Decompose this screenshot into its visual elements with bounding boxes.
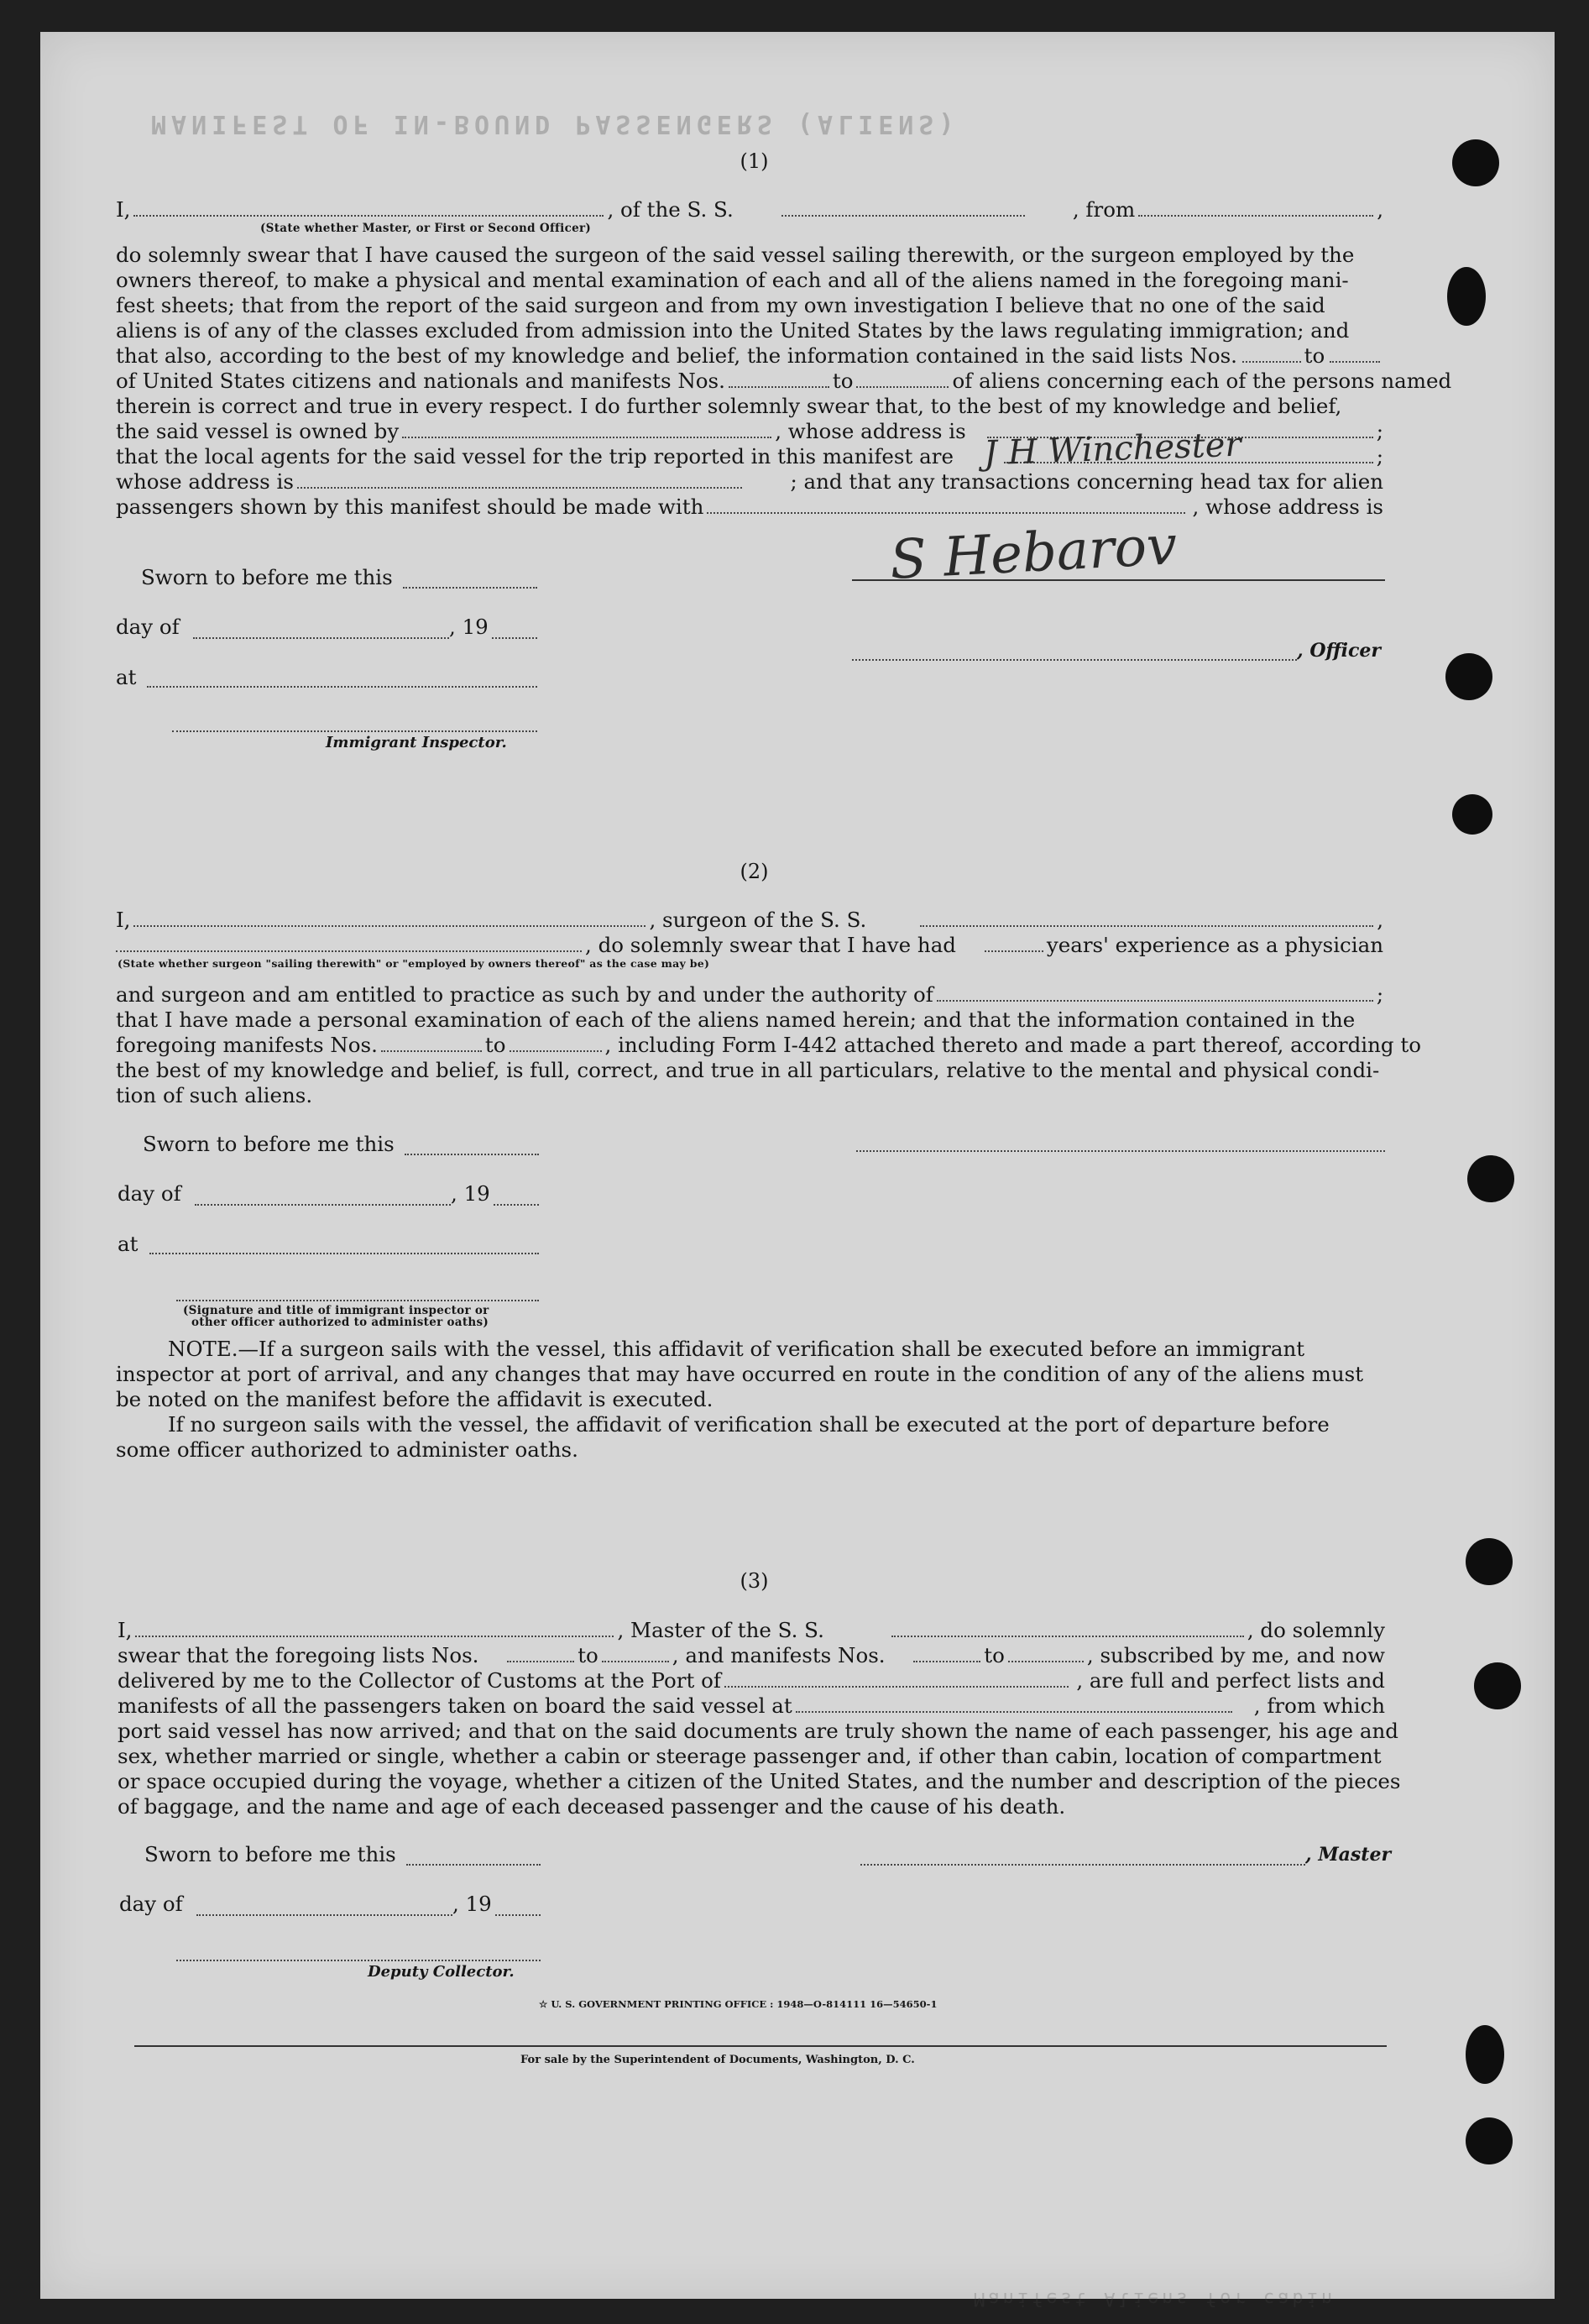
section-1-therein-line: therein is correct and true in every respect. I do further solemnly swear that, to the best of my knowledge and belief, [116,394,1342,418]
day-of-label-2: day of [118,1181,181,1206]
punch-hole-5 [1467,1155,1514,1202]
year-label-2: , 19 [451,1181,490,1206]
section-1-para-4: aliens is of any of the classes excluded from admission into the United States by the laws regulating immigration; and [116,318,1350,343]
section-2-foregoing-line [116,1033,1421,1058]
text: , are full and perfect lists and [1076,1668,1385,1693]
year-line-1 [492,636,537,639]
day-of-label-1: day of [116,615,180,639]
section-1-line-1 [116,197,1383,222]
section-2-authority-line [116,982,1383,1008]
surgeon-caption: (State whether surgeon "sailing therewith" or "employed by owners thereof" as the case may be) [118,957,710,970]
text: , whose address is [1192,495,1383,519]
section-1-manifests-line [116,369,1452,394]
section-1-para-1: do solemnly swear that I have caused the surgeon of the said vessel sailing therewith, or the surgeon employed by the [116,243,1355,267]
bleed-through-footer: Manifest Aliens for cabin [974,2288,1336,2309]
section-1-lists-line [116,343,1383,369]
text: ; [1376,444,1383,468]
text: delivered by me to the Collector of Customs at the Port of [118,1668,721,1693]
day-of-label-3: day of [119,1892,183,1916]
section-3-para-1: port said vessel has now arrived; and that on the said documents are truly shown the name of each passenger, his age and [118,1719,1398,1743]
master-sig-line [860,1862,1305,1866]
punch-hole-9 [1466,2117,1513,2164]
text: passengers shown by this manifest should be made with [116,495,704,519]
text: , subscribed by me, and now [1086,1643,1385,1667]
printing-office-line: ☆ U. S. GOVERNMENT PRINTING OFFICE : 1948—O-814111 16—54650-1 [539,1998,938,2010]
day-line-3 [196,1913,452,1916]
text: to [1304,343,1325,368]
section-1-whose-line [116,469,1383,495]
section-2-personal-line: that I have made a personal examination of each of the aliens named herein; and that the information contained in the [116,1008,1356,1032]
section-3-para-3: or space occupied during the voyage, whether a citizen of the United States, and the number and description of the pieces [118,1769,1401,1793]
section-3-line-1 [118,1618,1385,1643]
note-line-2: inspector at port of arrival, and any changes that may have occurred en route in the condition of any of the aliens must [116,1362,1364,1386]
text: I, [116,197,131,222]
section-3-line-3 [118,1668,1385,1693]
text: to [578,1643,598,1667]
surgeon-sig-line [856,1149,1385,1152]
year-line-2 [494,1202,539,1206]
text: of aliens concerning each of the persons named [952,369,1452,393]
section-1-para-2: owners thereof, to make a physical and mental examination of each and all of the aliens named in the foregoing mani- [116,268,1349,292]
text: , Master of the S. S. [617,1618,824,1642]
text: , [1377,908,1383,932]
officer-label: , Officer [1297,640,1382,662]
note2-line-2: some officer authorized to administer oaths. [116,1437,578,1462]
sworn-label-1: Sworn to before me this [141,565,393,589]
note2-line-1: If no surgeon sails with the vessel, the affidavit of verification shall be executed at the port of departure before [168,1412,1330,1437]
text: , do solemnly swear that I have had [585,933,956,957]
collector-label: Deputy Collector. [368,1963,515,1981]
section-2-line-2 [116,933,1383,958]
day-line-2 [195,1202,451,1206]
footer-rule [134,2045,1387,2047]
inspector-sig-line [172,729,537,732]
text: , from which [1253,1693,1385,1718]
punch-hole-4 [1452,794,1492,835]
at-label-1: at [116,665,137,689]
year-label-1: , 19 [449,615,489,639]
text: , and manifests Nos. [672,1643,886,1667]
text: , whose address is [775,419,966,443]
at-label-2: at [118,1232,139,1256]
officer-caption: (State whether Master, or First or Second Officer) [260,222,592,235]
text: , of the S. S. [607,197,734,222]
at-line-2 [149,1251,539,1254]
text: and surgeon and am entitled to practice as such by and under the authority of [116,982,933,1007]
section-1-para-3: fest sheets; that from the report of the said surgeon and from my own investigation I believe that no one of the said [116,293,1325,317]
punch-hole-3 [1445,653,1492,700]
for-sale-line: For sale by the Superintendent of Documents, Washington, D. C. [520,2054,915,2066]
text: to [484,1033,506,1057]
punch-hole-7 [1474,1662,1521,1709]
sworn-date-line-1 [403,585,537,589]
sworn-date-line-2 [405,1152,539,1155]
punch-hole-2 [1447,267,1486,326]
sig-caption-2: other officer authorized to administer oaths) [191,1316,489,1329]
section-2-best-line: the best of my knowledge and belief, is full, correct, and true in all particulars, relative to the mental and physical condi- [116,1058,1380,1082]
text: swear that the foregoing lists Nos. [118,1643,479,1667]
section-3-para-4: of baggage, and the name and age of each deceased passenger and the cause of his death. [118,1794,1066,1819]
sig-caption-1: (Signature and title of immigrant inspector or [183,1304,489,1317]
text: the said vessel is owned by [116,419,400,443]
text: , do solemnly [1247,1618,1385,1642]
text: , surgeon of the S. S. [649,908,867,932]
text: to [984,1643,1005,1667]
text: that the local agents for the said vessel for the trip reported in this manifest are [116,444,954,468]
text: , from [1072,197,1136,222]
text: to [832,369,854,393]
day-line-1 [193,636,449,639]
text: , including Form I-442 attached thereto and made a part thereof, according to [604,1033,1421,1057]
section-3-line-2 [118,1643,1385,1668]
note-line-3: be noted on the manifest before the affidavit is executed. [116,1387,713,1411]
section-2-line-1 [116,908,1383,933]
section-3-line-4 [118,1693,1385,1719]
agent-signature: J H Winchester [983,425,1242,474]
text: that also, according to the best of my knowledge and belief, the information contained in the said lists Nos. [116,343,1237,368]
inspector-label: Immigrant Inspector. [326,734,507,751]
section-1-passengers-line [116,495,1383,520]
section-3-number: (3) [740,1569,769,1593]
officer-line [852,657,1297,661]
text: I, [116,908,131,932]
sworn-label-2: Sworn to before me this [143,1132,395,1156]
officer-sign-underline [852,579,1385,581]
bleed-through-header: MANIFEST OF IN-BOUND PASSENGERS (ALIENS) [151,109,959,139]
text: ; [1376,419,1383,443]
authorized-sig-line [176,1298,539,1301]
year-line-3 [495,1913,541,1916]
text: foregoing manifests Nos. [116,1033,378,1057]
section-1-number: (1) [740,149,769,173]
note-line-1: NOTE.—If a surgeon sails with the vessel, this affidavit of verification shall be executed before an immigrant [168,1337,1305,1361]
text: , [1377,197,1383,222]
text: manifests of all the passengers taken on board the said vessel at [118,1693,792,1718]
sworn-label-3: Sworn to before me this [144,1842,396,1866]
text: I, [118,1618,133,1642]
section-2-tion-line: tion of such aliens. [116,1083,313,1107]
text: of United States citizens and nationals and manifests Nos. [116,369,725,393]
collector-sig-line [176,1958,541,1961]
year-label-3: , 19 [452,1892,492,1916]
master-label: , Master [1305,1844,1392,1866]
text: years' experience as a physician [1046,933,1383,957]
section-3-para-2: sex, whether married or single, whether a cabin or steerage passenger and, if other than cabin, location of compartment [118,1744,1382,1768]
at-line-1 [147,684,537,688]
punch-hole-8 [1466,2025,1504,2084]
section-2-number: (2) [740,860,769,883]
officer-signature: S Hebarov [888,515,1179,592]
text: ; [1376,982,1384,1007]
sworn-date-line-3 [406,1862,541,1866]
text: whose address is [116,469,294,494]
text: ; and that any transactions concerning head tax for alien [790,469,1383,494]
